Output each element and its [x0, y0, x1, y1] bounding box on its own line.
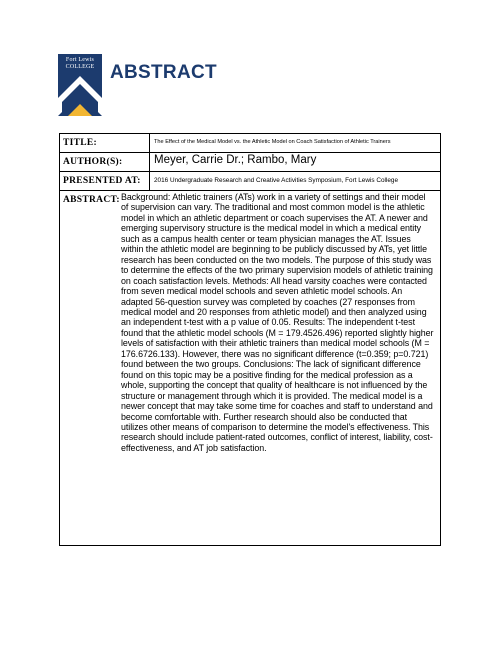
page-heading: ABSTRACT — [110, 62, 217, 83]
logo-text-line2: COLLEGE — [65, 64, 95, 70]
authors-label: AUTHOR(S): — [60, 153, 150, 171]
title-row — [60, 134, 440, 153]
abstract-label: ABSTRACT: — [63, 195, 120, 205]
authors-value: Meyer, Carrie Dr.; Rambo, Mary — [154, 154, 317, 166]
title-value: The Effect of the Medical Model vs. the Athletic Model on Coach Satisfaction of Athletic Trainers — [154, 139, 391, 145]
title-label: TITLE: — [60, 134, 150, 152]
abstract-text: Background: Athletic trainers (ATs) work in a variety of settings and their model of supervision can vary. The traditional and most common model is the athletic model in which an athletic department or coach supervises the AT. A newer and emerging supervisory structure is the medical model in which a medical entity such as a campus health center or team physician manages the AT. Issues within the athletic model are beginning to be publicly discussed by ATs, yet little research has been conducted on the two models. The purpose of this study was to determine the effects of the two primary supervision models of athletic training on coach satisfaction levels. Methods: All head varsity coaches were contacted from seven medical model schools and seven athletic model schools. An adapted 56-question survey was completed by coaches (27 responses from medical model and 20 responses from athletic model) and then analyzed using an independent t-test with a p value of 0.05. Results: The independent t-test found that the athletic model schools (M = 179.4526.496) reported slightly higher levels of satisfaction with their athletic trainers than medical model schools (M = 176.6726.133). However, there was no significant difference (t=0.359; p=0.721) found between the two groups. Conclusions: The lack of significant difference found on this topic may be a positive finding for the medical profession as a whole, supporting the concept that quality of healthcare is not influenced by the structure or management through which it is provided. The medical model is a newer concept that may take some time for coaches and staff to understand and become comfortable with. Further research should also be conducted that utilizes other means of comparison to determine the model's effectiveness. This research should include patient-rated outcomes, conflict of interest, liability, cost-effectiveness, and AT job satisfaction. — [121, 192, 434, 453]
abstract-table — [59, 133, 441, 546]
logo-text — [58, 57, 102, 71]
logo-text-line1: Fort Lewis — [65, 57, 95, 63]
presented-row — [60, 172, 440, 191]
presented-label: PRESENTED AT: — [60, 172, 150, 190]
college-logo — [58, 54, 102, 116]
presented-value: 2016 Undergraduate Research and Creative Activities Symposium, Fort Lewis College — [154, 177, 399, 184]
abstract-row — [60, 191, 440, 545]
authors-row — [60, 153, 440, 172]
